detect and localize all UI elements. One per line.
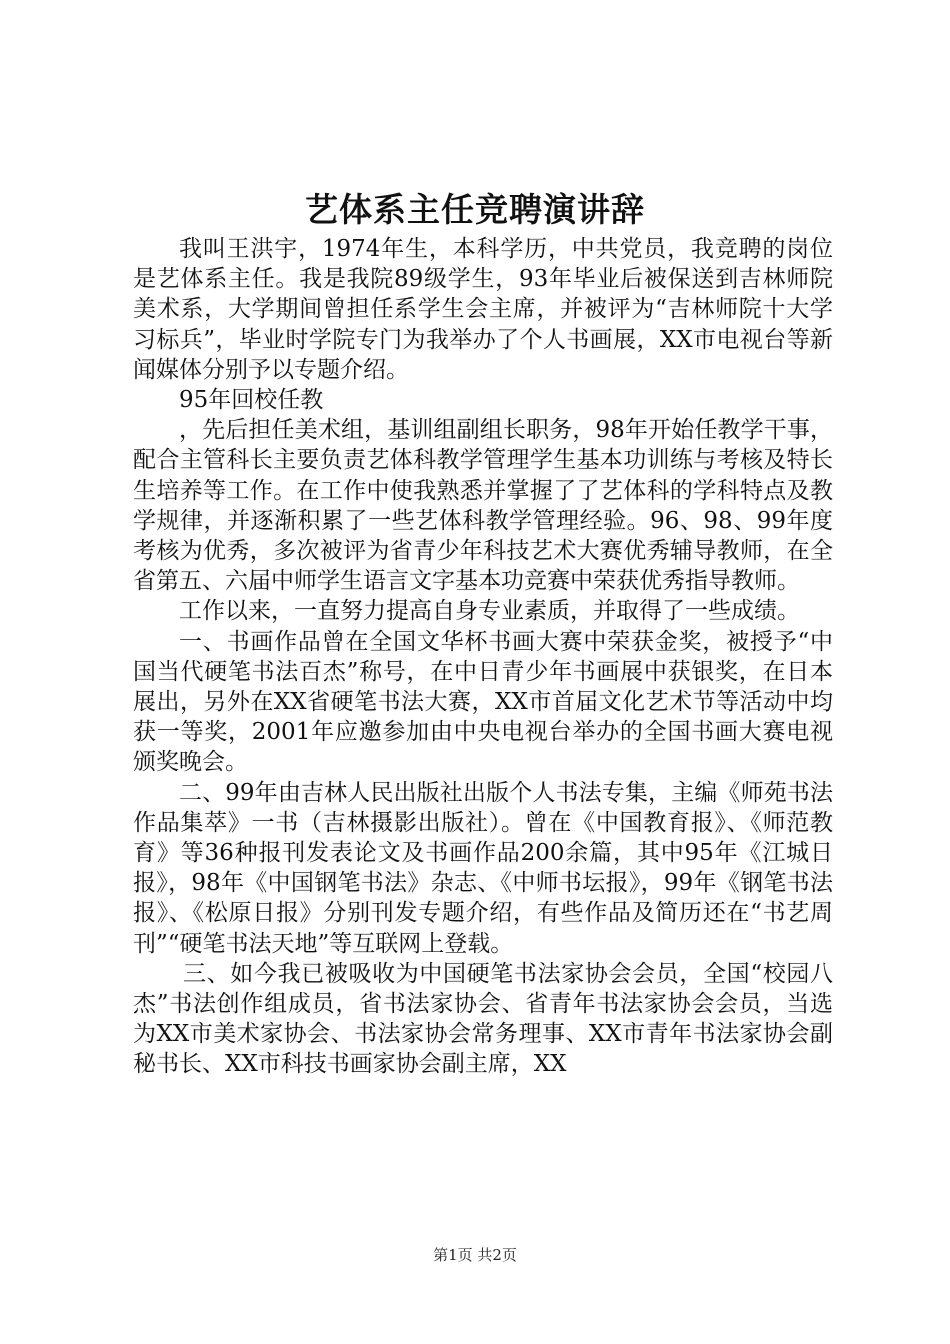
document-body bbox=[133, 234, 833, 1080]
paragraph-achievement-one: 一、书画作品曾在全国文华杯书画大赛中荣获金奖，被授予“中国当代硬笔书法百杰”称号，在中日青少年书画展中获银奖，在日本展出，另外在XX省硬笔书法大赛，XX市首届文化艺术节等活动中均获一等奖，2001年应邀参加由中央电视台举办的全国书画大赛电视颁奖晚会。 bbox=[133, 628, 833, 776]
document-title: 艺体系主任竞聘演讲辞 bbox=[305, 190, 645, 229]
page-footer: 第1页 共2页 bbox=[433, 1246, 517, 1264]
paragraph-intro: 我叫王洪宇，1974年生，本科学历，中共党员，我竞聘的岗位是艺体系主任。我是我院89级学生，93年毕业后被保送到吉林师院美术系，大学期间曾担任系学生会主席，并被评为“吉林师院十大学习标兵”，毕业时学院专门为我举办了个人书画展，XX市电视台等新闻媒体分别予以专题介绍。 bbox=[133, 236, 833, 383]
paragraph-positions: ，先后担任美术组，基训组副组长职务，98年开始任教学干事，配合主管科长主要负责艺体科教学管理学生基本功训练与考核及特长生培养等工作。在工作中使我熟悉并掌握了了艺体科的学科特点及教学规律，并逐渐积累了一些艺体科教学管理经验。96、98、99年度考核为优秀，多次被评为省青少年科技艺术大赛优秀辅导教师，在全省第五、六届中师学生语言文字基本功竞赛中荣获优秀指导教师。 bbox=[133, 417, 833, 595]
paragraph-achievement-two: 二、99年由吉林人民出版社出版个人书法专集，主编《师苑书法作品集萃》一书（吉林摄影出版社）。曾在《中国教育报》、《师范教育》等36种报刊发表论文及书画作品200余篇，其中95年《江城日报》，98年《中国钢笔书法》杂志、《中师书坛报》，99年《钢笔书法报》、《松原日报》分别刊发专题介绍，有些作品及简历还在“书艺周刊”“硬笔书法天地”等互联网上登载。 bbox=[133, 779, 833, 957]
paragraph-achievements-intro: 工作以来，一直努力提高自身专业素质，并取得了一些成绩。 bbox=[179, 598, 800, 625]
paragraph-achievement-three: 三、如今我已被吸收为中国硬笔书法家协会会员，全国“校园八杰”书法创作组成员，省书法家协会、省青年书法家协会会员，当选为XX市美术家协会、书法家协会常务理事、XX市青年书法家协会副秘书长、XX市科技书画家协会副主席，XX bbox=[133, 960, 833, 1078]
paragraph-return-teaching: 95年回校任教 bbox=[179, 387, 324, 414]
